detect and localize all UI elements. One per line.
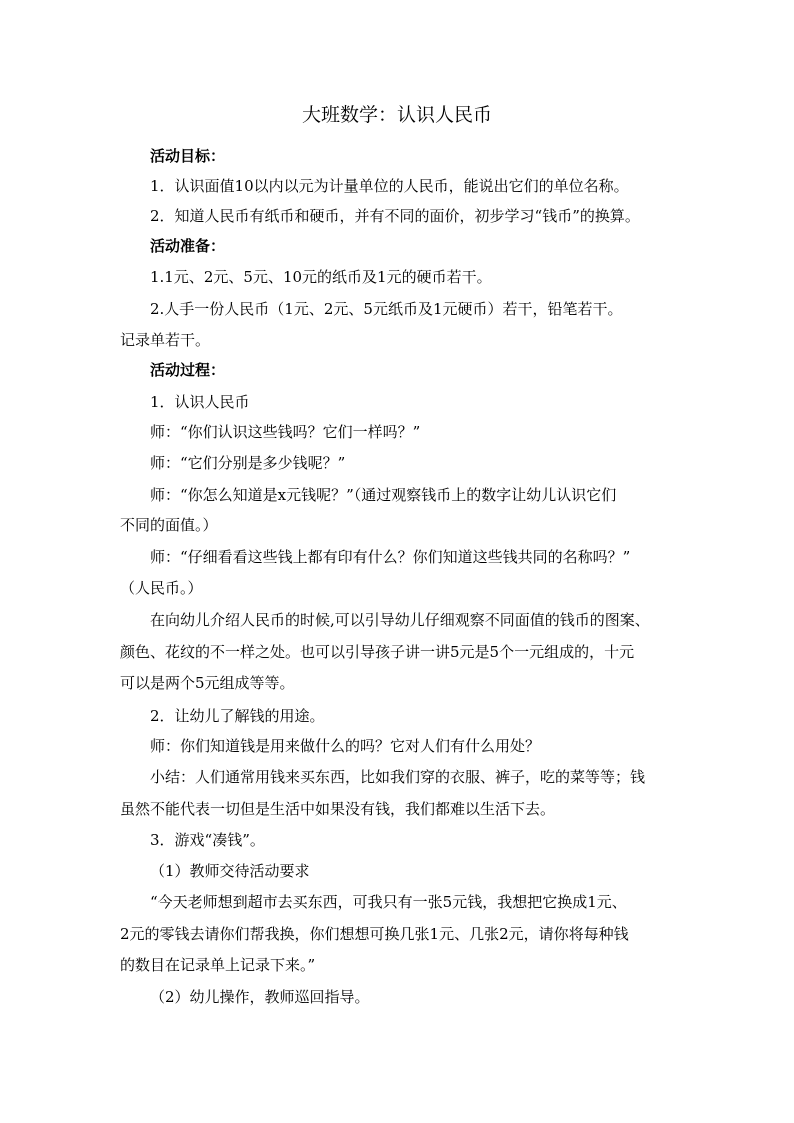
paragraph-line: （1）教师交待活动要求 [150, 862, 310, 880]
paragraph-line: 1．认识人民币 [150, 393, 250, 411]
paragraph-line: （人民币。） [120, 579, 203, 597]
paragraph-line: 2．让幼儿了解钱的用途。 [150, 707, 325, 725]
paragraph-line: 师：“仔细看看这些钱上都有印有什么？你们知道这些钱共同的名称吗？” [150, 548, 631, 566]
paragraph-line: 2.人手一份人民币（1元、2元、5元纸币及1元硬币）若干，铅笔若干。 [150, 300, 623, 318]
paragraph-line: 师：“你怎么知道是x元钱呢？”（通过观察钱币上的数字让幼儿认识它们 [150, 486, 617, 504]
paragraph-line: 2．知道人民币有纸币和硬币，并有不同的面价，初步学习“钱币”的换算。 [150, 207, 640, 225]
paragraph-line: 1．认识面值10以内以元为计量单位的人民币，能说出它们的单位名称。 [150, 177, 629, 195]
paragraph-line: 记录单若干。 [120, 331, 211, 349]
paragraph-line: 可以是两个5元组成等等。 [120, 674, 295, 692]
paragraph-line: 虽然不能代表一切但是生活中如果没有钱，我们都难以生活下去。 [120, 800, 556, 818]
paragraph-line: 颜色、花纹的不一样之处。也可以引导孩子讲一讲5元是5个一元组成的，十元 [120, 643, 635, 661]
paragraph-line: 小结：人们通常用钱来买东西，比如我们穿的衣服、裤子，吃的菜等等；钱 [150, 768, 646, 786]
section-heading-preparation: 活动准备： [150, 237, 226, 255]
paragraph-line: （2）幼儿操作，教师巡回指导。 [150, 988, 370, 1006]
section-heading-goals: 活动目标： [150, 147, 226, 165]
paragraph-line: 在向幼儿介绍人民币的时候,可以引导幼儿仔细观察不同面值的钱币的图案、 [150, 611, 650, 629]
paragraph-line: “今天老师想到超市去买东西，可我只有一张5元钱，我想把它换成1元、 [150, 893, 627, 911]
document-title: 大班数学：认识人民币 [301, 104, 492, 126]
paragraph-line: 1.1元、2元、5元、10元的纸币及1元的硬币若干。 [150, 268, 492, 286]
paragraph-line: 师：你们知道钱是用来做什么的吗？它对人们有什么用处？ [150, 737, 541, 755]
paragraph-line: 师：“你们认识这些钱吗？它们一样吗？” [150, 423, 421, 441]
section-heading-process: 活动过程： [150, 361, 226, 379]
paragraph-line: 的数目在记录单上记录下来。” [120, 956, 316, 974]
paragraph-line: 不同的面值。） [120, 516, 218, 534]
paragraph-line: 师：“它们分别是多少钱呢？” [150, 454, 346, 472]
paragraph-line: 3．游戏“凑钱”。 [150, 831, 265, 849]
paragraph-line: 2元的零钱去请你们帮我换，你们想想可换几张1元、几张2元，请你将每种钱 [120, 925, 629, 943]
